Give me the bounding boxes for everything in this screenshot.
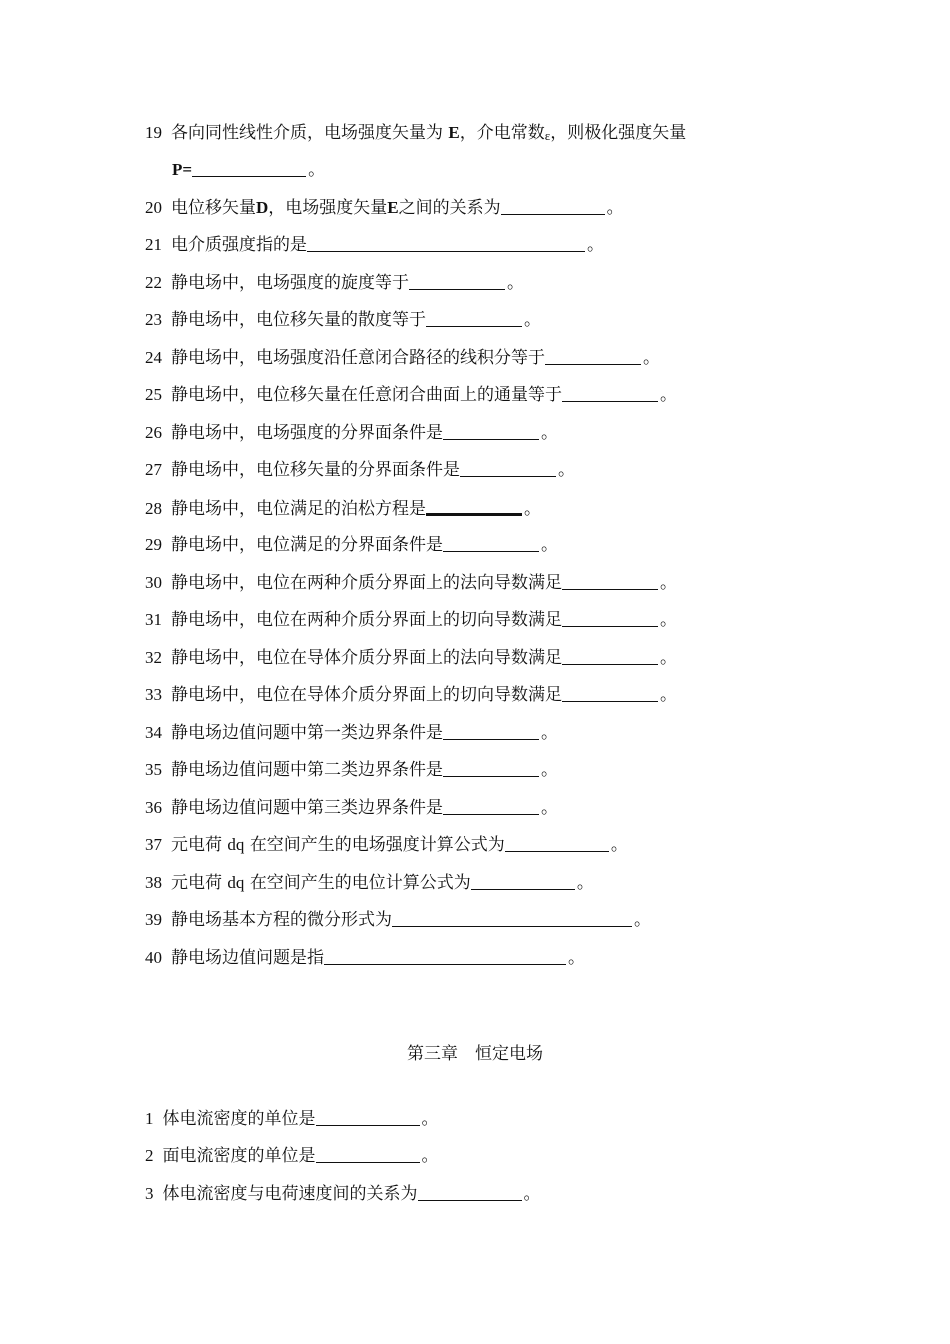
period: 。 — [507, 273, 524, 293]
question-text: 静电场中，电场强度的分界面条件是 — [171, 423, 443, 443]
vector-symbol: P= — [172, 160, 193, 179]
question-27 — [145, 457, 575, 483]
question-19 — [145, 120, 686, 146]
question-21 — [145, 232, 604, 258]
period: 。 — [587, 235, 604, 255]
question-text: ，电场强度矢量 — [268, 198, 388, 218]
question-text: 面电流密度的单位是 — [162, 1146, 316, 1166]
answer-blank[interactable] — [501, 196, 605, 215]
period: 。 — [660, 573, 677, 593]
question-38 — [145, 870, 594, 896]
question-text: 静电场中，电位满足的泊松方程是 — [171, 499, 426, 519]
period: 。 — [660, 648, 677, 668]
question-text: 静电场中，电位在导体介质分界面上的切向导数满足 — [171, 685, 562, 705]
question-text: 静电场边值问题中第三类边界条件是 — [171, 798, 443, 818]
question-20 — [145, 195, 624, 221]
period: 。 — [421, 1109, 439, 1129]
period: 。 — [660, 610, 677, 630]
question-number: 25 — [145, 385, 162, 404]
question-number: 22 — [145, 273, 162, 292]
question-30 — [145, 570, 677, 596]
answer-blank[interactable] — [562, 646, 658, 665]
question-number: 35 — [145, 760, 162, 779]
question-number: 40 — [145, 948, 162, 967]
question-text: 静电场中，电位在导体介质分界面上的法向导数满足 — [171, 648, 562, 668]
question-text: 静电场中，电位移矢量的散度等于 — [171, 310, 426, 330]
answer-blank[interactable] — [409, 271, 505, 290]
question-25 — [145, 382, 677, 408]
period: 。 — [541, 535, 558, 555]
question-number: 2 — [145, 1146, 154, 1165]
answer-blank[interactable] — [562, 383, 658, 402]
question-number: 20 — [145, 198, 162, 217]
vector-symbol: E — [448, 123, 460, 142]
question-text: 静电场边值问题中第一类边界条件是 — [171, 723, 443, 743]
question-22 — [145, 270, 524, 296]
answer-blank[interactable] — [316, 1144, 420, 1163]
question-text: 静电场中，电场强度沿任意闭合路径的线积分等于 — [171, 348, 545, 368]
question-number: 23 — [145, 310, 162, 329]
question-number: 34 — [145, 723, 162, 742]
question-23 — [145, 307, 541, 333]
question-number: 24 — [145, 348, 162, 367]
chapter3-question-2 — [145, 1143, 439, 1169]
question-text: 静电场边值问题是指 — [171, 948, 324, 968]
answer-blank[interactable] — [443, 721, 539, 740]
question-36 — [145, 795, 558, 821]
question-26 — [145, 420, 558, 446]
period: 。 — [634, 910, 651, 930]
answer-blank[interactable] — [192, 158, 306, 177]
question-text: 之间的关系为 — [398, 198, 501, 218]
period: 。 — [541, 423, 558, 443]
question-number: 36 — [145, 798, 162, 817]
question-number: 31 — [145, 610, 162, 629]
answer-blank[interactable] — [307, 233, 585, 252]
question-text: 静电场中，电位在两种介质分界面上的法向导数满足 — [171, 573, 562, 593]
question-text: 在空间产生的电位计算公式为 — [249, 873, 471, 893]
answer-blank[interactable] — [443, 758, 539, 777]
question-text: 在空间产生的电场强度计算公式为 — [249, 835, 505, 855]
question-text: 静电场中，电位移矢量的分界面条件是 — [171, 460, 460, 480]
variable-symbol: dq — [227, 835, 245, 854]
question-39 — [145, 907, 651, 933]
question-number: 30 — [145, 573, 162, 592]
period: 。 — [541, 798, 558, 818]
answer-blank[interactable] — [443, 796, 539, 815]
vector-symbol: E — [387, 198, 399, 217]
question-34 — [145, 720, 558, 746]
period: 。 — [541, 723, 558, 743]
question-number: 39 — [145, 910, 162, 929]
question-number: 37 — [145, 835, 162, 854]
question-40 — [145, 945, 585, 971]
question-text: 电介质强度指的是 — [171, 235, 307, 255]
question-31 — [145, 607, 677, 633]
question-33 — [145, 682, 677, 708]
answer-blank[interactable] — [324, 946, 566, 965]
question-29 — [145, 532, 558, 558]
period: 。 — [643, 348, 660, 368]
variable-symbol: dq — [227, 873, 245, 892]
question-text: 元电荷 — [171, 835, 222, 855]
period: 。 — [660, 685, 677, 705]
answer-blank[interactable] — [562, 571, 658, 590]
question-number: 33 — [145, 685, 162, 704]
question-35 — [145, 757, 558, 783]
period: 。 — [558, 460, 575, 480]
chapter3-question-3 — [145, 1181, 541, 1207]
question-text: 各向同性线性介质，电场强度矢量为 — [171, 123, 443, 143]
question-text: 体电流密度与电荷速度间的关系为 — [162, 1184, 418, 1204]
question-text: 静电场边值问题中第二类边界条件是 — [171, 760, 443, 780]
question-text: 静电场中，电位在两种介质分界面上的切向导数满足 — [171, 610, 562, 630]
question-text: 静电场基本方程的微分形式为 — [171, 910, 392, 930]
question-text: 电位移矢量 — [171, 198, 256, 218]
period: 。 — [421, 1146, 439, 1166]
period: 。 — [541, 760, 558, 780]
question-text: 元电荷 — [171, 873, 222, 893]
question-text: ，则极化强度矢量 — [550, 123, 687, 143]
question-text: 静电场中，电位移矢量在任意闭合曲面上的通量等于 — [171, 385, 562, 405]
period: 。 — [576, 873, 594, 893]
period: 。 — [523, 1184, 541, 1204]
answer-blank[interactable] — [562, 608, 658, 627]
period: 。 — [606, 198, 624, 218]
answer-blank[interactable] — [545, 346, 641, 365]
question-number: 3 — [145, 1184, 154, 1203]
question-text: 静电场中，电位满足的分界面条件是 — [171, 535, 443, 555]
question-number: 26 — [145, 423, 162, 442]
answer-blank[interactable] — [316, 1107, 420, 1126]
answer-blank[interactable] — [505, 833, 609, 852]
period: 。 — [610, 835, 628, 855]
answer-blank[interactable] — [392, 908, 632, 927]
question-text: 静电场中，电场强度的旋度等于 — [171, 273, 409, 293]
answer-blank[interactable] — [426, 495, 522, 516]
answer-blank[interactable] — [418, 1182, 522, 1201]
question-number: 38 — [145, 873, 162, 892]
answer-blank[interactable] — [562, 683, 658, 702]
question-text: ，介电常数 — [459, 123, 545, 143]
question-24 — [145, 345, 660, 371]
question-number: 1 — [145, 1109, 154, 1128]
question-28 — [145, 495, 541, 521]
question-37 — [145, 832, 628, 858]
answer-blank[interactable] — [471, 871, 575, 890]
period: 。 — [524, 499, 541, 519]
answer-blank[interactable] — [443, 421, 539, 440]
period: 。 — [524, 310, 541, 330]
period: 。 — [660, 385, 677, 405]
answer-blank[interactable] — [460, 458, 556, 477]
answer-blank[interactable] — [443, 533, 539, 552]
question-number: 21 — [145, 235, 162, 254]
question-text: 体电流密度的单位是 — [162, 1109, 316, 1129]
question-number: 19 — [145, 123, 162, 142]
question-number: 28 — [145, 499, 162, 518]
epsilon-symbol: ε — [544, 128, 551, 143]
period: 。 — [308, 160, 326, 180]
vector-symbol: D — [256, 198, 269, 217]
question-number: 29 — [145, 535, 162, 554]
period: 。 — [568, 948, 585, 968]
question-32 — [145, 645, 677, 671]
question-number: 32 — [145, 648, 162, 667]
chapter-title: 第三章 恒定电场 — [407, 1044, 543, 1064]
chapter3-question-1 — [145, 1106, 439, 1132]
answer-blank[interactable] — [426, 308, 522, 327]
question-19-continued — [172, 157, 325, 183]
question-number: 27 — [145, 460, 162, 479]
